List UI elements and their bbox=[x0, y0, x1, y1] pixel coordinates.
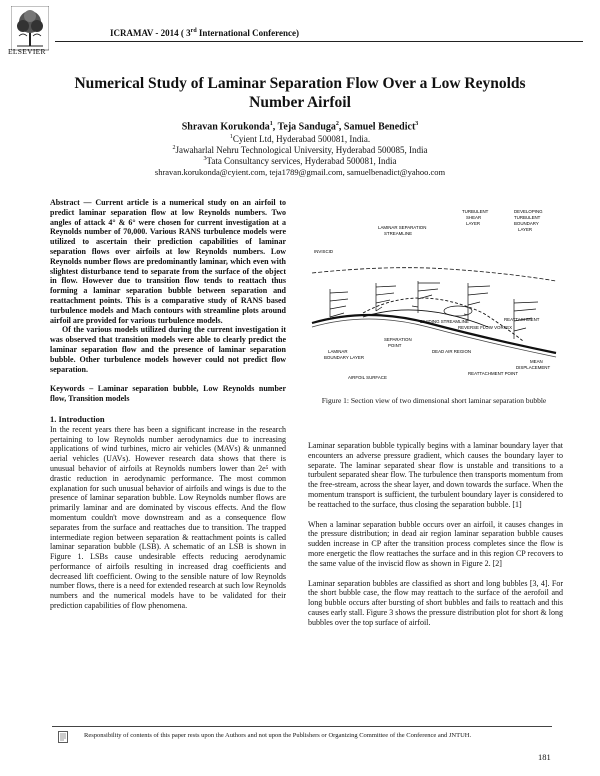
abstract-paragraph: Abstract — Current article is a numerical study on an airfoil to predict laminar separation flow at low Reynolds numbers. Two angles of attack 4° & 6° were chosen for current investigation at a Reynolds number of 70,000. Various RANS turbulence models were utilized to ascertain their prediction capabilities of laminar separation flows over airfoils at low Reynolds numbers. Low Reynolds number flows are predominantly laminar, which even with slightest disturbance tend to separate from the surface of the object in flow. However due to transition flow tends to reattach thus forming a laminar separation bubble between separation and reattachment points. This is a comparative study of RANS based turbulence models and Mach contours with streamline plots around airfoil are provided for various turbulence models. bbox=[50, 198, 286, 325]
document-icon bbox=[58, 731, 68, 743]
figure-caption: Figure 1: Section view of two dimensional short laminar separation bubble bbox=[321, 396, 547, 405]
affiliation-sup: 3 bbox=[203, 156, 207, 162]
label-reattachment: REATTACHMENT bbox=[504, 317, 540, 322]
affiliation bbox=[0, 156, 600, 166]
ordinal-suffix: rd bbox=[190, 28, 197, 34]
label-boundary-layer: BOUNDARY LAYER bbox=[324, 355, 365, 360]
keywords: Keywords – Laminar separation bubble, Low Reynolds number flow, Transition models bbox=[50, 384, 286, 404]
label-boundary: BOUNDARY bbox=[514, 221, 539, 226]
label-turbulent: TURBULENT bbox=[462, 209, 489, 214]
author-name: Teja Sanduga bbox=[277, 121, 336, 133]
velocity-profile bbox=[330, 281, 538, 339]
footer-note: Responsibility of contents of this paper rests upon the Authors and not upon the Publishers or Organizing Committee of the Conference and JNTUH. bbox=[84, 732, 472, 739]
body-paragraph: When a laminar separation bubble occurs over an airfoil, it causes changes in the pressure distribution; in dead air region laminar separation bubble causes sudden increase in CP after the transition process completes since the flow is more energetic the flow reattaches the surface and in this region CP recovers to the same value of the inviscid flow as shown in Figure 2. [2] bbox=[308, 519, 563, 568]
label-airfoil-surface: AIRFOIL SURFACE bbox=[348, 375, 387, 380]
label-streamline: STREAMLINE bbox=[384, 231, 413, 236]
author-name: Shravan Korukonda bbox=[181, 121, 270, 133]
footer-rule bbox=[52, 726, 552, 727]
body-paragraph: Laminar separation bubble typically begins with a laminar boundary layer that encounters an adverse pressure gradient, which causes the boundary layer to separate. The laminar separated shear flow is unstable and transitions to a turbulent separated shear flow. The turbulence then transports momentum from the free-stream, across the shear layer, and down towards the surface. When the momentum transport is sufficient, the turbulent boundary layer is considered to be reattached to the surface, thus closing the separation bubble. [1] bbox=[308, 441, 563, 509]
label-displacement: DISPLACEMENT bbox=[516, 365, 551, 370]
author-sup: 2 bbox=[335, 121, 339, 127]
label-reverse-flow: REVERSE FLOW VORTEX bbox=[458, 325, 513, 330]
body-paragraph: Laminar separation bubbles are classified as short and long bubbles [3, 4]. For the short bubble case, the flow may reattach to the surface of the aerofoil and long bubble occurs after bursting of short bubbles and fails to reattach and this causes early stall. Figure 3 shows the pressure distribution plot for short & long bubbles over the top surface of airfoil. bbox=[308, 578, 563, 627]
paper-title bbox=[60, 74, 540, 112]
affiliation-text: Cyient Ltd, Hyderabad 500081, India. bbox=[232, 134, 371, 144]
label-dividing-streamline: DIVIDING STREAMLINE bbox=[420, 319, 469, 324]
label-dead-air: DEAD AIR REGION bbox=[432, 349, 472, 354]
label-laminar: LAMINAR bbox=[328, 349, 348, 354]
conference-header bbox=[110, 28, 299, 38]
label-developing: DEVELOPING bbox=[514, 209, 543, 214]
label-mean: MEAN bbox=[530, 359, 543, 364]
author-emails: shravan.korukonda@cyient.com, teja1789@gmail.com, samuelbenadict@yahoo.com bbox=[154, 167, 446, 177]
label-laminar-separation: LAMINAR SEPARATION bbox=[378, 225, 427, 230]
intro-paragraph: In the recent years there has been a significant increase in the research pertaining to low Reynolds number aerodynamics due to increasing applications of wind turbines, micro air vehicles (MAVs) & unmanned aerial vehicles (UAVs). However research data shows that there is unusual behavior of airfoils at Reynolds numbers lower than 2e⁵ with drastic reduction in aerodynamic performance. The most common explanation for such unusual behavior of airfoils and wings is due to the presence of laminar separation bubble. Low Reynolds number flows are primarily laminar and are dominated by viscous effects. And the flow momentum couldn't move downstream and as a consequence flow separates from the surface and reattaches due to transition. The trapped intermediate region between separation & reattachment points is called laminar separation bubble (LSB). A schematic of an LSB is shown in Figure 1. LSBs cause undesirable effects reducing aerodynamic performance of airfoils resulting in increased drag coefficients and decreased lift coefficient. Owing to the sensible nature of low Reynolds number flows, there is a need for extended research at such low Reynolds numbers and the numerical models have to be validated for their prediction capabilities of flow phenomena. bbox=[50, 424, 286, 611]
label-inviscid: INVISCID bbox=[314, 249, 334, 254]
affiliation bbox=[0, 145, 600, 155]
laminar-separation-bubble-diagram bbox=[308, 203, 560, 389]
label-turbulent-2: TURBULENT bbox=[514, 215, 541, 220]
publisher-name: ELSEVIER bbox=[8, 47, 46, 56]
affiliation-text: Tata Consultancy services, Hyderabad 500081, India bbox=[206, 156, 397, 166]
title-line-2: Number Airfoil bbox=[249, 94, 351, 111]
author-list: Shravan Korukonda$^1$, Teja Sanduga$^2$, Samuel Benedict$^3$ bbox=[181, 121, 419, 133]
label-shear: SHEAR bbox=[466, 215, 482, 220]
affiliation-sup: 1 bbox=[229, 134, 233, 140]
author-name: Samuel Benedict bbox=[343, 121, 416, 133]
inviscid-streamline bbox=[312, 268, 556, 281]
affiliation-text: Jawaharlal Nehru Technological University, Hyderabad 500085, India bbox=[175, 145, 428, 155]
affiliation-sup: 2 bbox=[172, 145, 176, 151]
page-number: 181 bbox=[538, 752, 551, 762]
author-sup: 1 bbox=[269, 121, 273, 127]
header-rule bbox=[55, 41, 583, 42]
affiliation bbox=[0, 134, 600, 144]
section-heading: 1. Introduction bbox=[50, 413, 105, 424]
title-line-1: Numerical Study of Laminar Separation Flow Over a Low Reynolds bbox=[74, 75, 526, 92]
abstract-paragraph: Of the various models utilized during the current investigation it was observed that transition models were able to clearly predict the laminar separation flow and the presence of laminar separation bubble. Other turbulence models however could not predict flow separation. bbox=[50, 325, 286, 374]
conference-prefix: ICRAMAV - 2014 ( 3 bbox=[110, 28, 191, 38]
label-separation: SEPARATION bbox=[384, 337, 412, 342]
conference-suffix: International Conference) bbox=[198, 28, 299, 38]
author-sup: 3 bbox=[415, 121, 419, 127]
label-reattachment-point: REATTACHMENT POINT bbox=[468, 371, 519, 376]
label-point: POINT bbox=[388, 343, 402, 348]
label-layer: LAYER bbox=[466, 221, 481, 226]
label-layer-2: LAYER bbox=[518, 227, 533, 232]
